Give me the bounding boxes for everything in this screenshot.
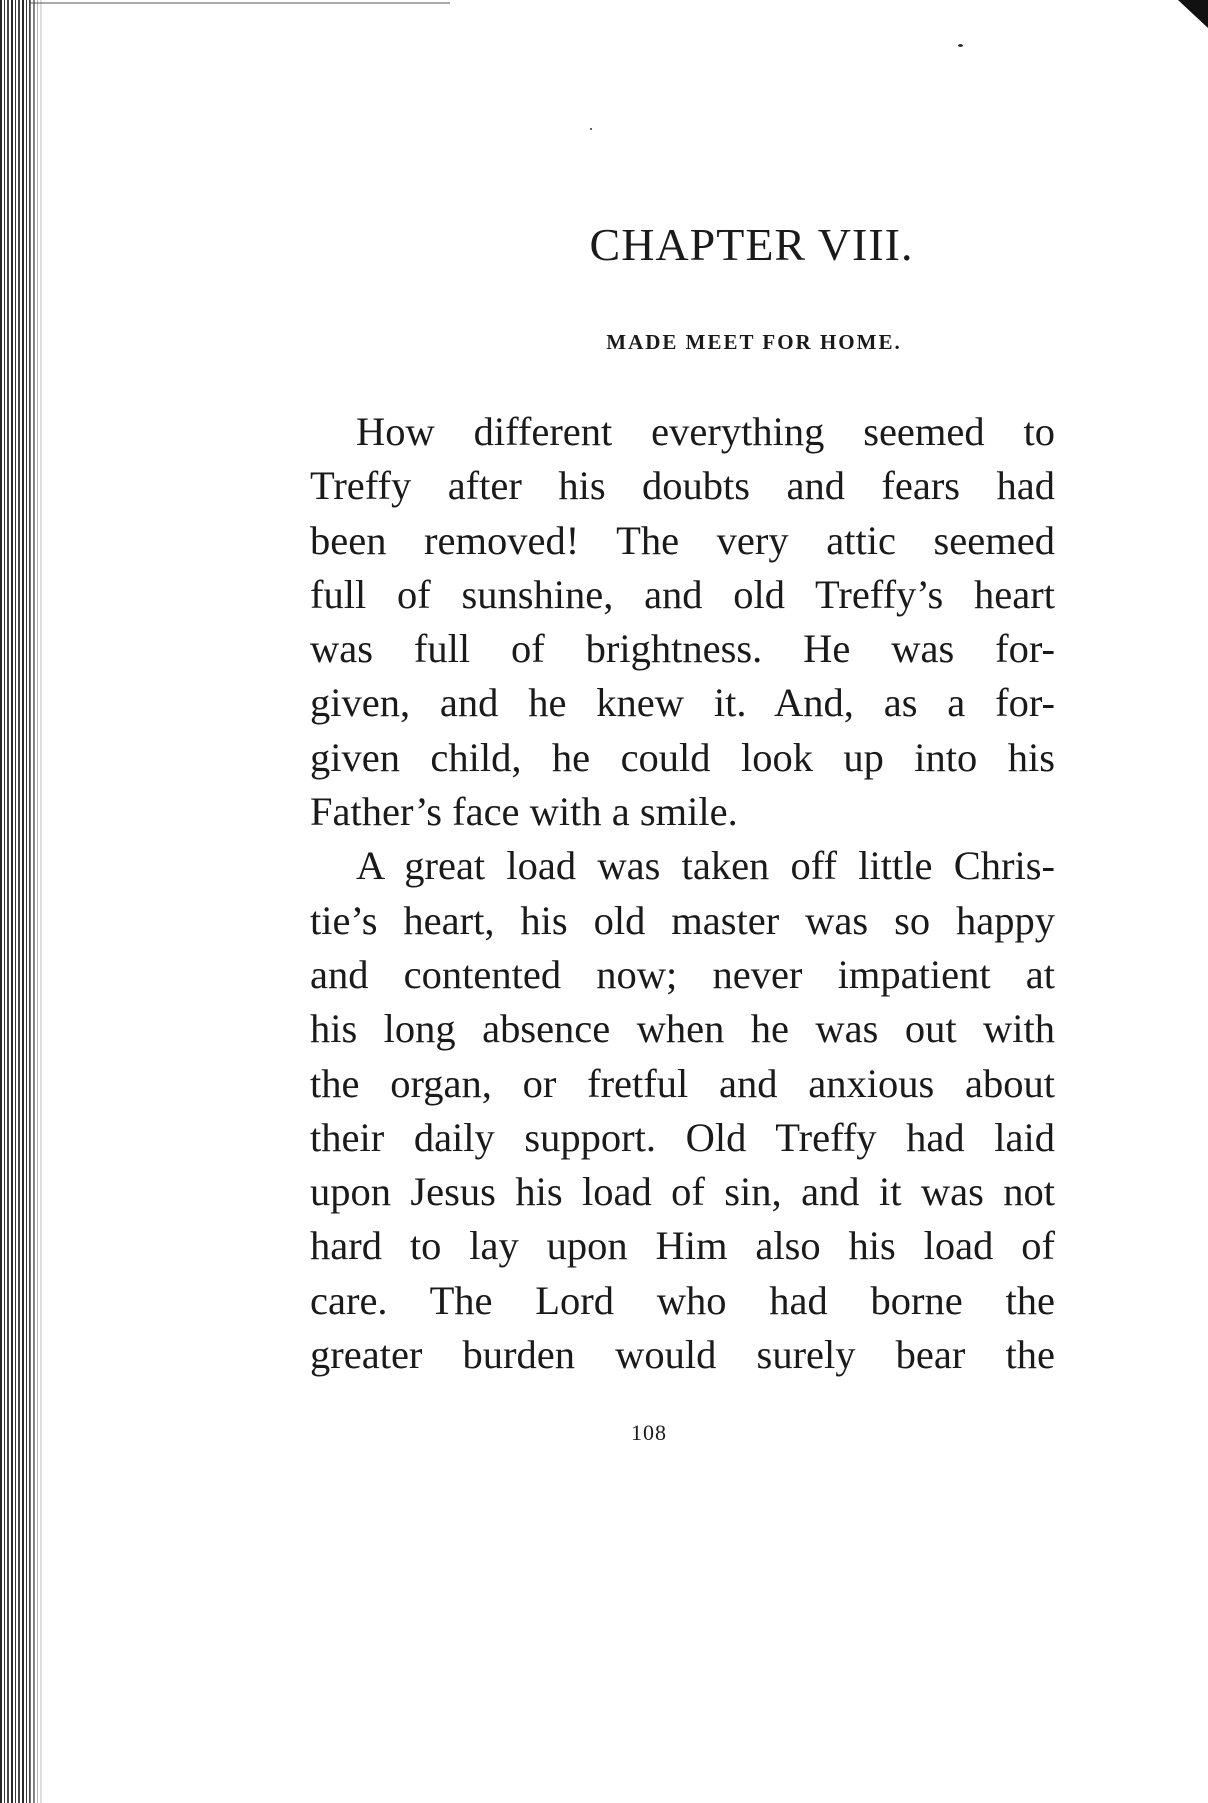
page-corner-mark	[1178, 0, 1208, 28]
text-line: hard to lay upon Him also his load of	[310, 1223, 1055, 1269]
text-line: How different everything seemed to	[356, 409, 1055, 454]
text-line: the organ, or fretful and anxious about	[310, 1060, 1055, 1106]
text-line: given, and he knew it. And, as a for-	[310, 680, 1055, 726]
text-line: greater burden would surely bear the	[310, 1332, 1055, 1378]
text-line: been removed! The very attic seemed	[310, 517, 1055, 563]
paragraph	[310, 839, 1055, 1382]
text-line: his long absence when he was out with	[310, 1006, 1055, 1052]
text-line: A great load was taken off little Chris-	[356, 843, 1055, 889]
text-line: their daily support. Old Treffy had laid	[310, 1114, 1055, 1160]
text-line: given child, he could look up into his	[310, 734, 1055, 780]
scan-speck	[958, 44, 963, 47]
body-text	[310, 405, 1055, 1382]
scan-speck	[590, 128, 592, 130]
text-line: Treffy after his doubts and fears had	[310, 463, 1055, 509]
text-line: was full of brightness. He was for-	[310, 626, 1055, 672]
chapter-title: CHAPTER VIII.	[589, 219, 914, 270]
text-line: and contented now; never impatient at	[310, 951, 1055, 997]
text-line: tie’s heart, his old master was so happy	[310, 897, 1055, 943]
text-line: upon Jesus his load of sin, and it was not	[310, 1169, 1055, 1215]
chapter-subtitle: MADE MEET FOR HOME.	[606, 330, 902, 354]
text-line: care. The Lord who had borne the	[310, 1277, 1055, 1323]
text-line: Father’s face with a smile.	[310, 789, 738, 835]
paragraph	[310, 405, 1055, 839]
text-line: full of sunshine, and old Treffy’s heart	[310, 571, 1055, 617]
scan-edge-line	[30, 2, 450, 4]
page-number: 108	[631, 1420, 667, 1445]
